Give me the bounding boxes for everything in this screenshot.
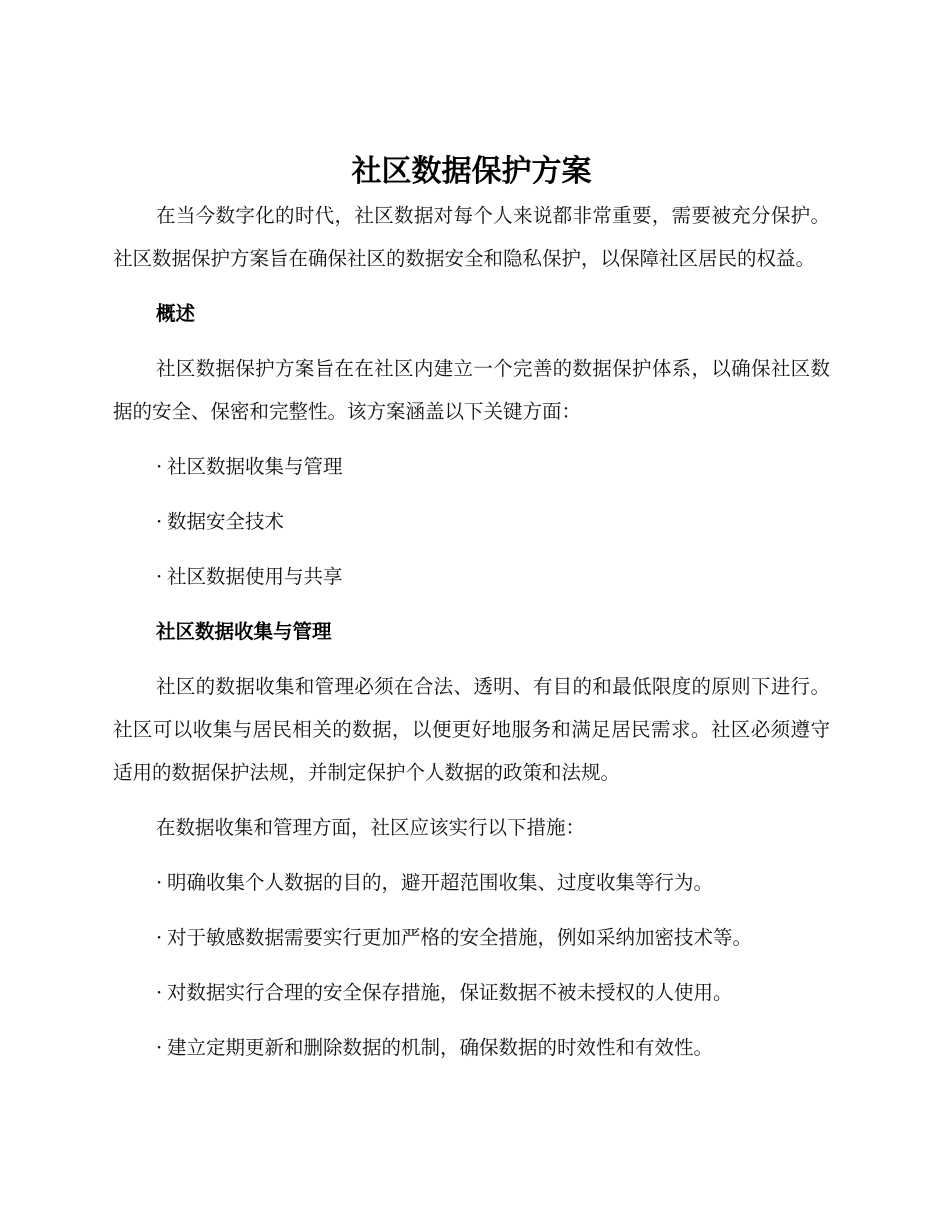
bullet-marker: · xyxy=(156,565,163,588)
bullet-marker: · xyxy=(156,871,163,894)
list-item-text: 社区数据收集与管理 xyxy=(167,455,343,478)
list-item xyxy=(113,445,830,488)
bullet-marker: · xyxy=(156,1036,163,1059)
overview-paragraph: 社区数据保护方案旨在在社区内建立一个完善的数据保护体系，以确保社区数据的安全、保密和完整性。该方案涵盖以下关键方面： xyxy=(113,357,830,423)
document-body xyxy=(113,150,830,1069)
list-item xyxy=(113,916,830,959)
bullet-marker: · xyxy=(156,455,163,478)
bullet-marker: · xyxy=(156,981,163,1004)
section-heading-overview: 概述 xyxy=(156,302,196,325)
measures-intro-paragraph: 在数据收集和管理方面，社区应该实行以下措施： xyxy=(156,816,586,839)
list-item xyxy=(113,971,830,1014)
bullet-marker: · xyxy=(156,510,163,533)
bullet-marker: · xyxy=(156,926,163,949)
list-item-text: 建立定期更新和删除数据的机制，确保数据的时效性和有效性。 xyxy=(167,1036,714,1059)
list-item xyxy=(113,555,830,598)
section-heading-collection: 社区数据收集与管理 xyxy=(156,620,332,643)
list-item-text: 对于敏感数据需要实行更加严格的安全措施，例如采纳加密技术等。 xyxy=(167,926,753,949)
list-item-text: 对数据实行合理的安全保存措施，保证数据不被未授权的人使用。 xyxy=(167,981,733,1004)
collection-paragraph: 社区的数据收集和管理必须在合法、透明、有目的和最低限度的原则下进行。社区可以收集与居民相关的数据，以便更好地服务和满足居民需求。社区必须遵守适用的数据保护法规，并制定保护个人数据的政策和法规。 xyxy=(113,675,830,784)
list-item xyxy=(113,1026,830,1069)
list-item xyxy=(113,500,830,543)
list-item xyxy=(113,861,830,904)
list-item-text: 数据安全技术 xyxy=(167,510,285,533)
document-title: 社区数据保护方案 xyxy=(351,154,592,189)
list-item-text: 明确收集个人数据的目的，避开超范围收集、过度收集等行为。 xyxy=(167,871,714,894)
list-item-text: 社区数据使用与共享 xyxy=(167,565,343,588)
intro-paragraph: 在当今数字化的时代，社区数据对每个人来说都非常重要，需要被充分保护。社区数据保护方案旨在确保社区的数据安全和隐私保护，以保障社区居民的权益。 xyxy=(113,204,830,270)
